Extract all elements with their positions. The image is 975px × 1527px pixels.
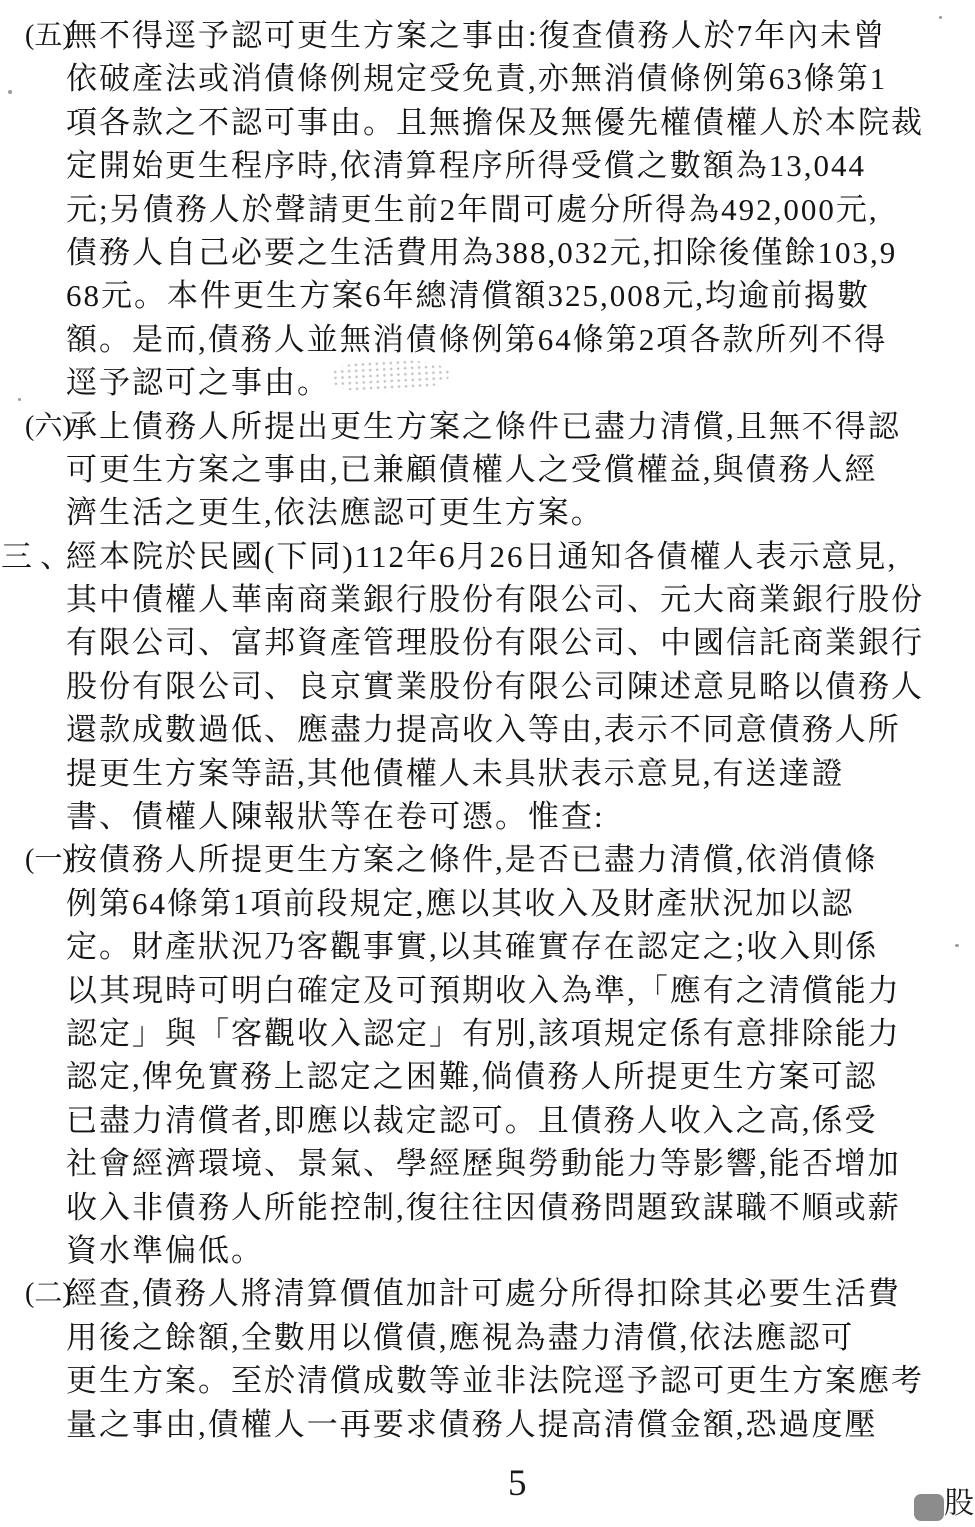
- document-line-text: 認定,俾免實務上認定之困難,倘債務人所提更生方案可認: [66, 1059, 878, 1095]
- document-line-text: 債務人自己必要之生活費用為388,032元,扣除後僅餘103,9: [66, 234, 898, 270]
- document-line: [0, 1316, 975, 1359]
- document-line: [0, 188, 975, 231]
- document-line-text: 社會經濟環境、景氣、學經歷與勞動能力等影響,能否增加: [66, 1146, 901, 1182]
- document-line-text: 依破產法或消債條例規定受免責,亦無消債條例第63條第1: [66, 61, 888, 97]
- document-line-text: 定。財產狀況乃客觀事實,以其確實存在認定之;收入則係: [66, 929, 879, 965]
- document-line-text: 有限公司、富邦資產管理股份有限公司、中國信託商業銀行: [66, 625, 924, 661]
- clerk-division-stamp: [914, 1486, 974, 1521]
- document-line-text: 無不得逕予認可更生方案之事由:復查債務人於7年內未曾: [66, 18, 887, 53]
- document-line-text: 用後之餘額,全數用以償債,應視為盡力清償,依法應認可: [66, 1319, 855, 1355]
- document-line: [0, 665, 975, 708]
- document-line: [0, 57, 975, 100]
- list-item-marker: 三、: [1, 538, 79, 574]
- document-line: [0, 1229, 975, 1272]
- document-line: [0, 361, 975, 404]
- list-item-marker: (一): [25, 844, 72, 876]
- document-line-text: 收入非債務人所能控制,復往往因債務問題致謀職不順或薪: [66, 1189, 901, 1225]
- document-line-text: 項各款之不認可事由。且無擔保及無優先權債權人於本院裁: [66, 104, 924, 140]
- document-line: [0, 491, 975, 534]
- document-line: [0, 838, 975, 881]
- document-line: [0, 101, 975, 144]
- document-line: [0, 1099, 975, 1142]
- document-line-text: 書、債權人陳報狀等在卷可憑。惟查:: [66, 799, 605, 835]
- document-line: [0, 621, 975, 664]
- document-line: [0, 1186, 975, 1229]
- document-line: [0, 1012, 975, 1055]
- document-line: [0, 578, 975, 621]
- document-line-text: 量之事由,債權人一再要求債務人提高清償金額,恐過度壓: [66, 1406, 878, 1442]
- document-line: [0, 231, 975, 274]
- document-line-text: 承上債務人所提出更生方案之條件已盡力清償,且無不得認: [66, 408, 901, 444]
- clerk-division-label: 股: [944, 1486, 974, 1520]
- scan-noise-dot: [955, 944, 959, 947]
- document-line: [0, 1142, 975, 1185]
- scan-noise-dot: [8, 90, 12, 94]
- document-line-text: 例第64條第1項前段規定,應以其收入及財產狀況加以認: [66, 885, 855, 921]
- document-line: [0, 795, 975, 838]
- list-item-marker: (二): [25, 1278, 72, 1310]
- document-line: [0, 882, 975, 925]
- document-line-text: 定開始更生程序時,依清算程序所得受償之數額為13,044: [66, 148, 866, 184]
- document-line-text: 逕予認可之事由。: [66, 365, 330, 401]
- document-line-text: 其中債權人華南商業銀行股份有限公司、元大商業銀行股份: [66, 582, 924, 618]
- document-line-text: 經查,債務人將清算價值加計可處分所得扣除其必要生活費: [66, 1276, 901, 1312]
- document-line: [0, 1403, 975, 1446]
- document-line-text: 按債務人所提更生方案之條件,是否已盡力清償,依消債條: [66, 842, 878, 878]
- document-line-text: 提更生方案等語,其他債權人未具狀表示意見,有送達證: [66, 755, 845, 791]
- document-line: [0, 969, 975, 1012]
- document-line-text: 濟生活之更生,依法應認可更生方案。: [66, 495, 604, 531]
- document-line-text: 更生方案。至於清償成數等並非法院逕予認可更生方案應考: [66, 1363, 924, 1399]
- redaction-box: [914, 1494, 944, 1521]
- document-line-text: 認定」與「客觀收入認定」有別,該項規定係有意排除能力: [66, 1015, 901, 1051]
- document-line: [0, 144, 975, 187]
- document-line-text: 可更生方案之事由,已兼顧債權人之受償權益,與債務人經: [66, 451, 878, 487]
- document-line: [0, 925, 975, 968]
- document-line-text: 元;另債務人於聲請更生前2年間可處分所得為492,000元,: [66, 191, 879, 227]
- list-item-marker: (五): [25, 20, 72, 51]
- scan-noise-dot: [939, 16, 942, 19]
- document-line-text: 已盡力清償者,即應以裁定認可。且債務人收入之高,係受: [66, 1102, 878, 1138]
- page-number: 5: [508, 1463, 527, 1504]
- document-line: [0, 274, 975, 317]
- list-item-marker: (六): [25, 410, 72, 442]
- document-line: [0, 708, 975, 751]
- document-body: [0, 14, 975, 1446]
- document-line: [0, 535, 975, 578]
- document-line: [0, 405, 975, 448]
- document-line-text: 還款成數過低、應盡力提高收入等由,表示不同意債務人所: [66, 712, 901, 748]
- document-line: [0, 1055, 975, 1098]
- document-line-text: 68元。本件更生方案6年總清償額325,008元,均逾前揭數: [66, 278, 870, 314]
- document-line-text: 額。是而,債務人並無消債條例第64條第2項各款所列不得: [66, 321, 888, 357]
- document-line: [0, 448, 975, 491]
- document-line-text: 股份有限公司、良京實業股份有限公司陳述意見略以債務人: [66, 668, 924, 704]
- document-line: [0, 14, 975, 57]
- document-line: [0, 318, 975, 361]
- document-line: [0, 1272, 975, 1315]
- document-line: [0, 752, 975, 795]
- scan-noise-dot: [18, 398, 21, 401]
- document-line-text: 資水準偏低。: [66, 1232, 264, 1268]
- document-line-text: 以其現時可明白確定及可預期收入為準,「應有之清償能力: [66, 972, 901, 1008]
- document-line-text: 經本院於民國(下同)112年6月26日通知各債權人表示意見,: [66, 538, 898, 574]
- document-line: [0, 1359, 975, 1402]
